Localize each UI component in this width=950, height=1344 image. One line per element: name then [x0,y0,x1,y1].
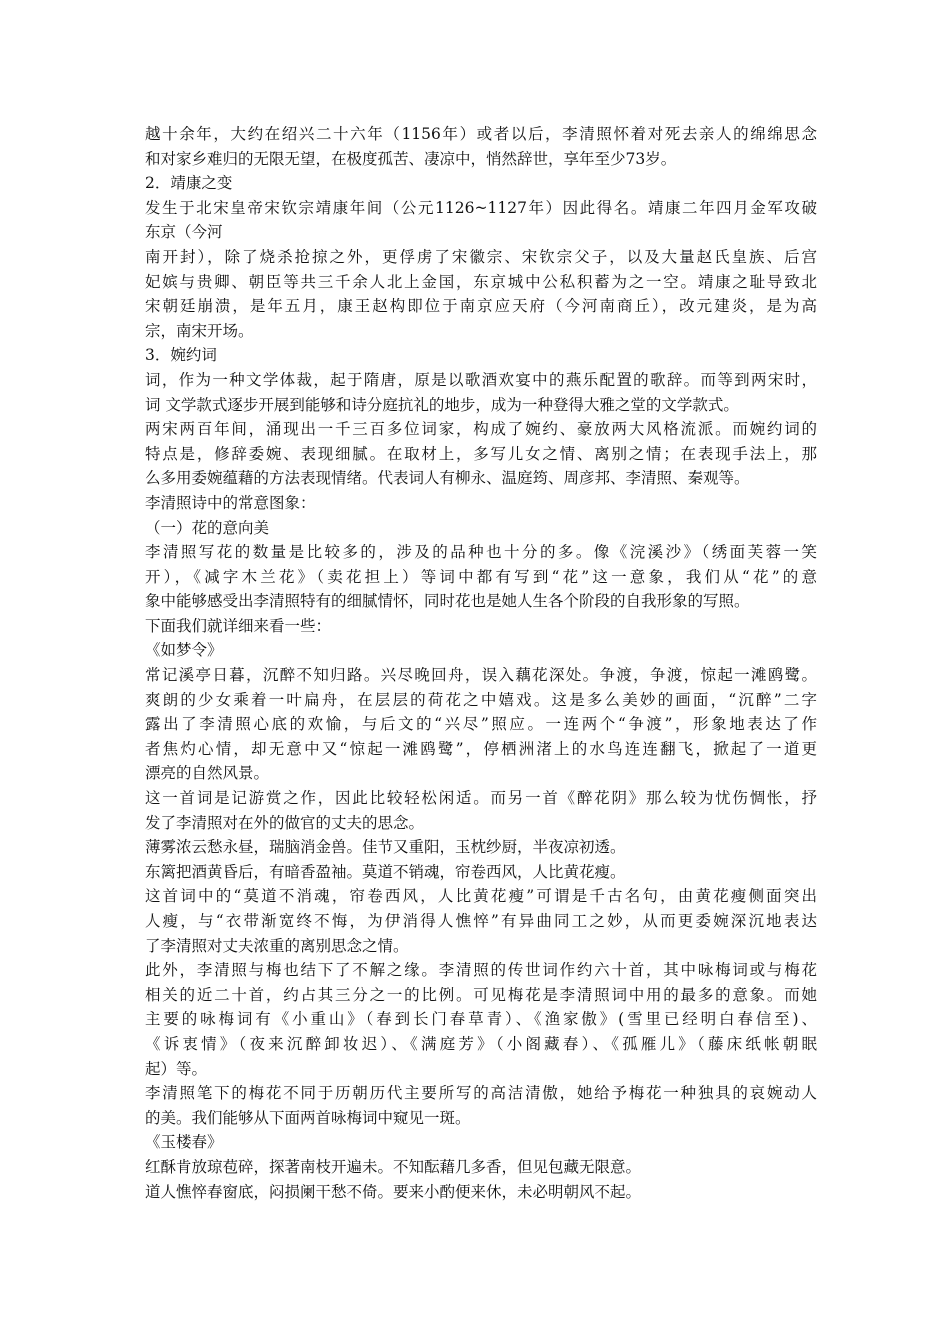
text-line: 薄雾浓云愁永昼，瑞脑消金兽。佳节又重阳，玉枕纱厨，半夜凉初透。 [145,838,626,857]
text-line: 词 文学款式逐步开展到能够和诗分庭抗礼的地步，成为一种登得大雅之堂的文学款式。 [145,395,739,414]
text-line: 东京（今河 [145,223,223,242]
text-line: 露出了李清照心底的欢愉，与后文的“兴尽”照应。一连两个“争渡”，形象地表达了作 [145,715,817,734]
text-line: 李清照诗中的常意图象： [145,493,316,512]
text-line: 和对家乡难归的无限无望，在极度孤苦、凄凉中，悄然辞世，享年至少73岁。 [145,149,677,168]
document-body [145,122,817,1204]
text-line: 象中能够感受出李清照特有的细腻情怀，同时花也是她人生各个阶段的自我形象的写照。 [145,592,750,611]
text-line: 3．婉约词 [145,346,217,365]
text-line: 人瘦，与“衣带渐宽终不悔，为伊消得人憔悴”有异曲同工之妙，从而更委婉深沉地表达 [145,912,817,930]
text-line: 爽朗的少女乘着一叶扁舟，在层层的荷花之中嬉戏。这是多么美妙的画面，“沉醉”二字 [145,690,817,709]
text-line: 两宋两百年间，涌现出一千三百多位词家，构成了婉约、豪放两大风格流派。而婉约词的 [145,420,817,439]
text-line: 李清照笔下的梅花不同于历朝历代主要所写的高洁清傲，她给予梅花一种独具的哀婉动人 [145,1084,817,1103]
text-line: 的美。我们能够从下面两首咏梅词中窥见一斑。 [145,1108,471,1127]
text-line: 宋朝廷崩溃，是年五月，康王赵构即位于南京应天府（今河南商丘），改元建炎，是为高 [145,297,817,316]
text-line: 么多用委婉蕴藉的方法表现情绪。代表词人有柳永、温庭筠、周彦邦、李清照、秦观等。 [145,469,750,488]
text-line: 宗，南宋开场。 [145,321,254,340]
text-line: 漂亮的自然风景。 [145,764,270,783]
text-line: 发生于北宋皇帝宋钦宗靖康年间（公元1126~1127年）因此得名。靖康二年四月金军攻破 [145,198,817,217]
text-line: 了李清照对丈夫浓重的离别思念之情。 [145,936,409,955]
text-line: 词，作为一种文学体裁，起于隋唐，原是以歌酒欢宴中的燕乐配置的歌辞。而等到两宋时， [145,370,817,389]
text-line: 主要的咏梅词有《小重山》（春到长门春草青）、《渔家傲》(雪里已经明白春信至)、 [145,1010,817,1029]
text-line: 李清照写花的数量是比较多的，涉及的品种也十分的多。像《浣溪沙》（绣面芙蓉一笑 [145,543,817,562]
text-line: 开），《减字木兰花》（卖花担上）等词中都有写到“花”这一意象，我们从“花”的意 [145,567,817,586]
text-line: 特点是，修辞委婉、表现细腻。在取材上，多写儿女之情、离别之情；在表现手法上，那 [145,444,817,463]
text-line: 妃嫔与贵卿、朝臣等共三千余人北上金国，东京城中公私积蓄为之一空。靖康之耻导致北 [145,272,817,291]
text-line: 常记溪亭日暮，沉醉不知归路。兴尽晚回舟，误入藕花深处。争渡，争渡，惊起一滩鸥鹭。 [145,666,817,685]
text-line: 2．靖康之变 [145,174,233,193]
text-line: 道人憔悴春窗底，闷损阑干愁不倚。要来小酌便来休，未必明朝风不起。 [145,1182,642,1201]
text-line: 《玉楼春》 [145,1133,223,1152]
text-line: （一）花的意向美 [145,518,270,537]
text-line: 起）等。 [145,1059,208,1078]
text-line: 红酥肯放琼苞碎，探著南枝开遍未。不知酝藉几多香，但见包藏无限意。 [145,1157,642,1176]
text-line: 《如梦令》 [145,641,223,660]
text-line: 《诉衷情》（夜来沉醉卸妆迟）、《满庭芳》（小阁藏春）、《孤雁儿》（藤床纸帐朝眠 [145,1034,817,1053]
text-line: 越十余年，大约在绍兴二十六年（1156年）或者以后，李清照怀着对死去亲人的绵绵思念 [145,125,817,143]
text-line: 发了李清照对在外的做官的丈夫的思念。 [145,813,425,832]
text-line: 相关的近二十首，约占其三分之一的比例。可见梅花是李清照词中用的最多的意象。而她 [145,985,817,1004]
text-line: 者焦灼心情，却无意中又“惊起一滩鸥鹭”，停栖洲渚上的水鸟连连翻飞，掀起了一道更 [145,739,817,758]
text-line: 下面我们就详细来看一些： [145,616,332,635]
text-line: 南开封），除了烧杀抢掠之外，更俘虏了宋徽宗、宋钦宗父子，以及大量赵氏皇族、后宫 [145,247,817,266]
text-line: 这首词中的“莫道不消魂，帘卷西风，人比黄花瘦”可谓是千古名句，由黄花瘦侧面突出 [145,887,817,906]
text-line: 此外，李清照与梅也结下了不解之缘。李清照的传世词作约六十首，其中咏梅词或与梅花 [145,961,817,980]
text-line: 这一首词是记游赏之作，因此比较轻松闲适。而另一首《醉花阴》那么较为忧伤惆怅，抒 [145,789,817,808]
text-line: 东篱把酒黄昏后，有暗香盈袖。莫道不销魂，帘卷西风，人比黄花瘦。 [145,862,626,881]
